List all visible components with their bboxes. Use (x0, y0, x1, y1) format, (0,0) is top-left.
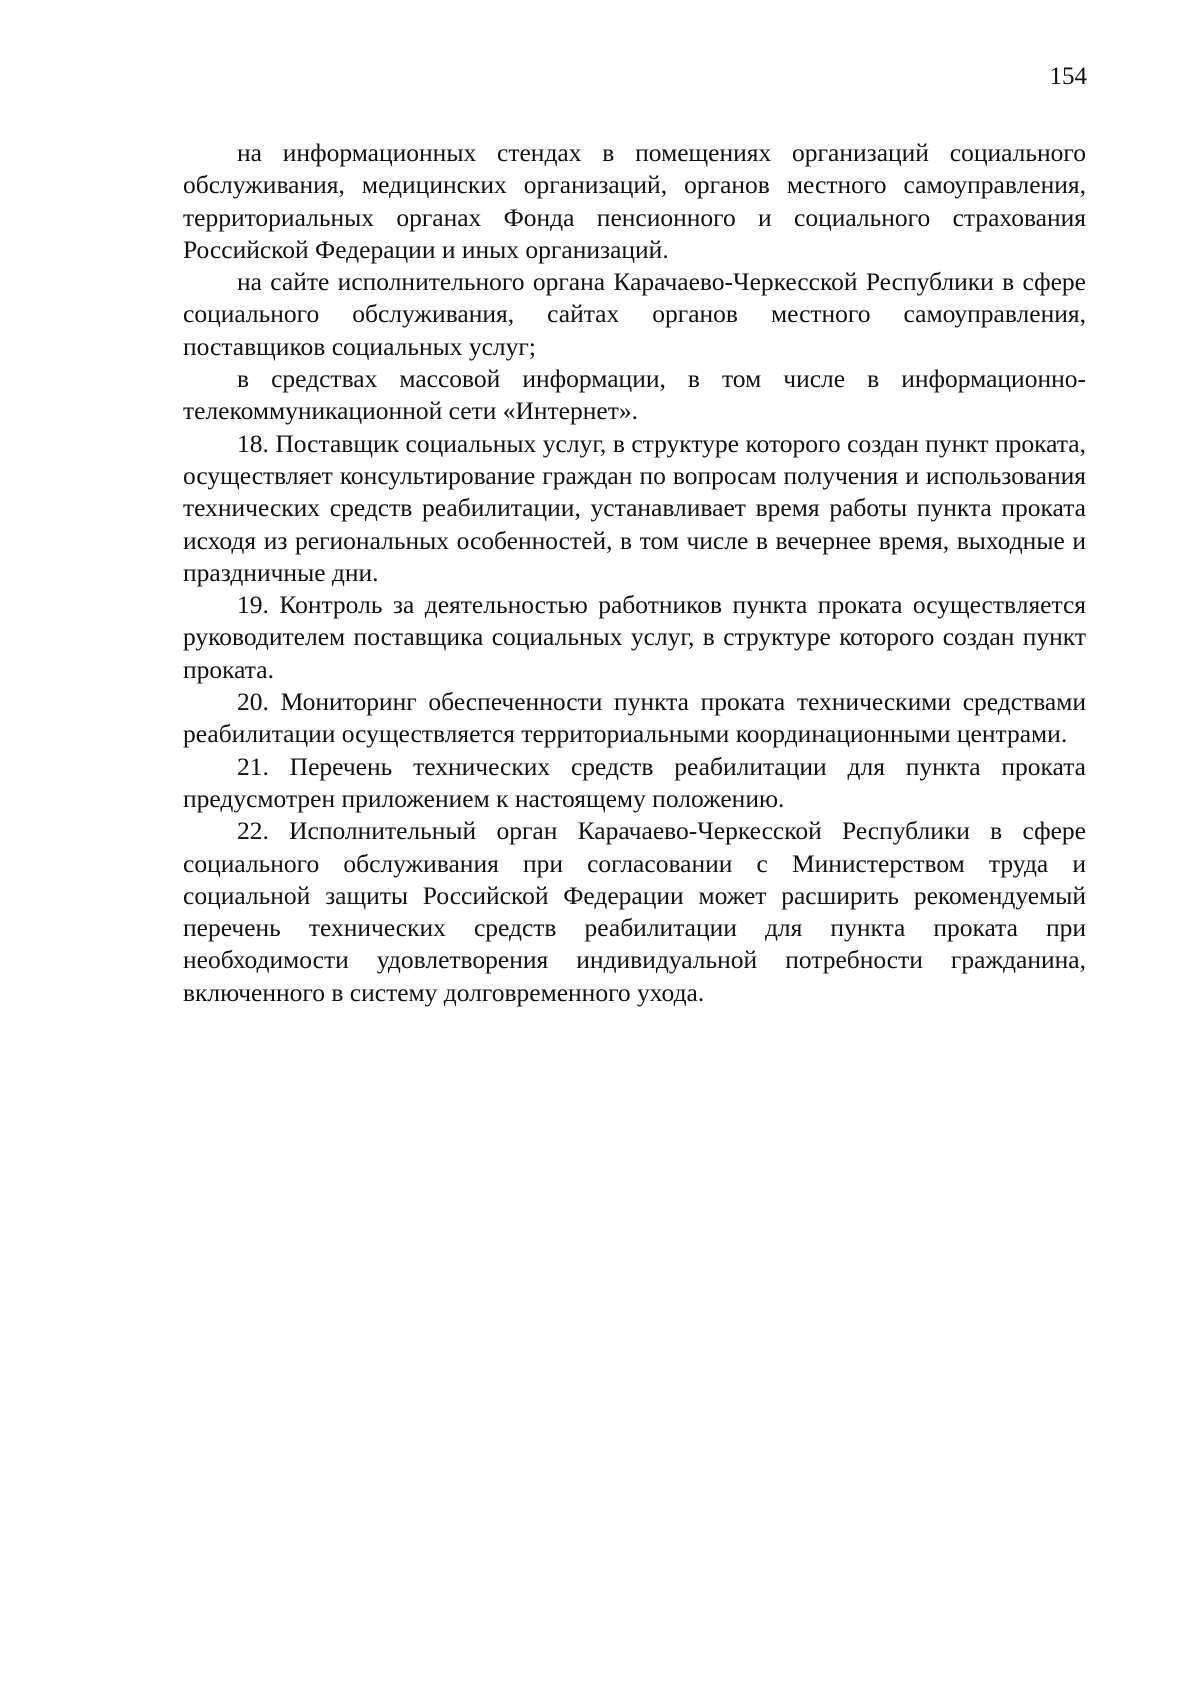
paragraph-website: на сайте исполнительного органа Карачаево-Черкесской Республики в сфере социального обслуживания, сайтах органов местного самоуправления, поставщиков социальных услуг; (183, 267, 1086, 361)
paragraph-item-18: 18. Поставщик социальных услуг, в структуре которого создан пункт проката, осуществляет консультирование граждан по вопросам получения и использования технических средств реабилитации, устанавливает время работы пункта проката исходя из региональных особенностей, в том числе в вечернее время, выходные и праздничные дни. (183, 428, 1086, 587)
page-number: 154 (1049, 63, 1087, 90)
paragraph-item-21: 21. Перечень технических средств реабилитации для пункта проката предусмотрен приложением к настоящему положению. (183, 751, 1086, 813)
document-body (183, 137, 1086, 1009)
paragraph-item-19: 19. Контроль за деятельностью работников пункта проката осуществляется руководителем поставщика социальных услуг, в структуре которого создан пункт проката. (183, 590, 1086, 684)
paragraph-item-20: 20. Мониторинг обеспеченности пункта проката техническими средствами реабилитации осуществляется территориальными координационными центрами. (183, 687, 1086, 749)
paragraph-mass-media: в средствах массовой информации, в том числе в информационно-телекоммуникационной сети «Интернет». (183, 364, 1086, 426)
paragraph-info-stands: на информационных стендах в помещениях организаций социального обслуживания, медицинских организаций, органов местного самоуправления, территориальных органах Фонда пенсионного и социального страхования Российской Федерации и иных организаций. (183, 138, 1086, 264)
paragraph-item-22: 22. Исполнительный орган Карачаево-Черкесской Республики в сфере социального обслуживания при согласовании с Министерством труда и социальной защиты Российской Федерации может расширить рекомендуемый перечень технических средств реабилитации для пункта проката при необходимости удовлетворения индивидуальной потребности гражданина, включенного в систему долговременного ухода. (183, 816, 1086, 1007)
